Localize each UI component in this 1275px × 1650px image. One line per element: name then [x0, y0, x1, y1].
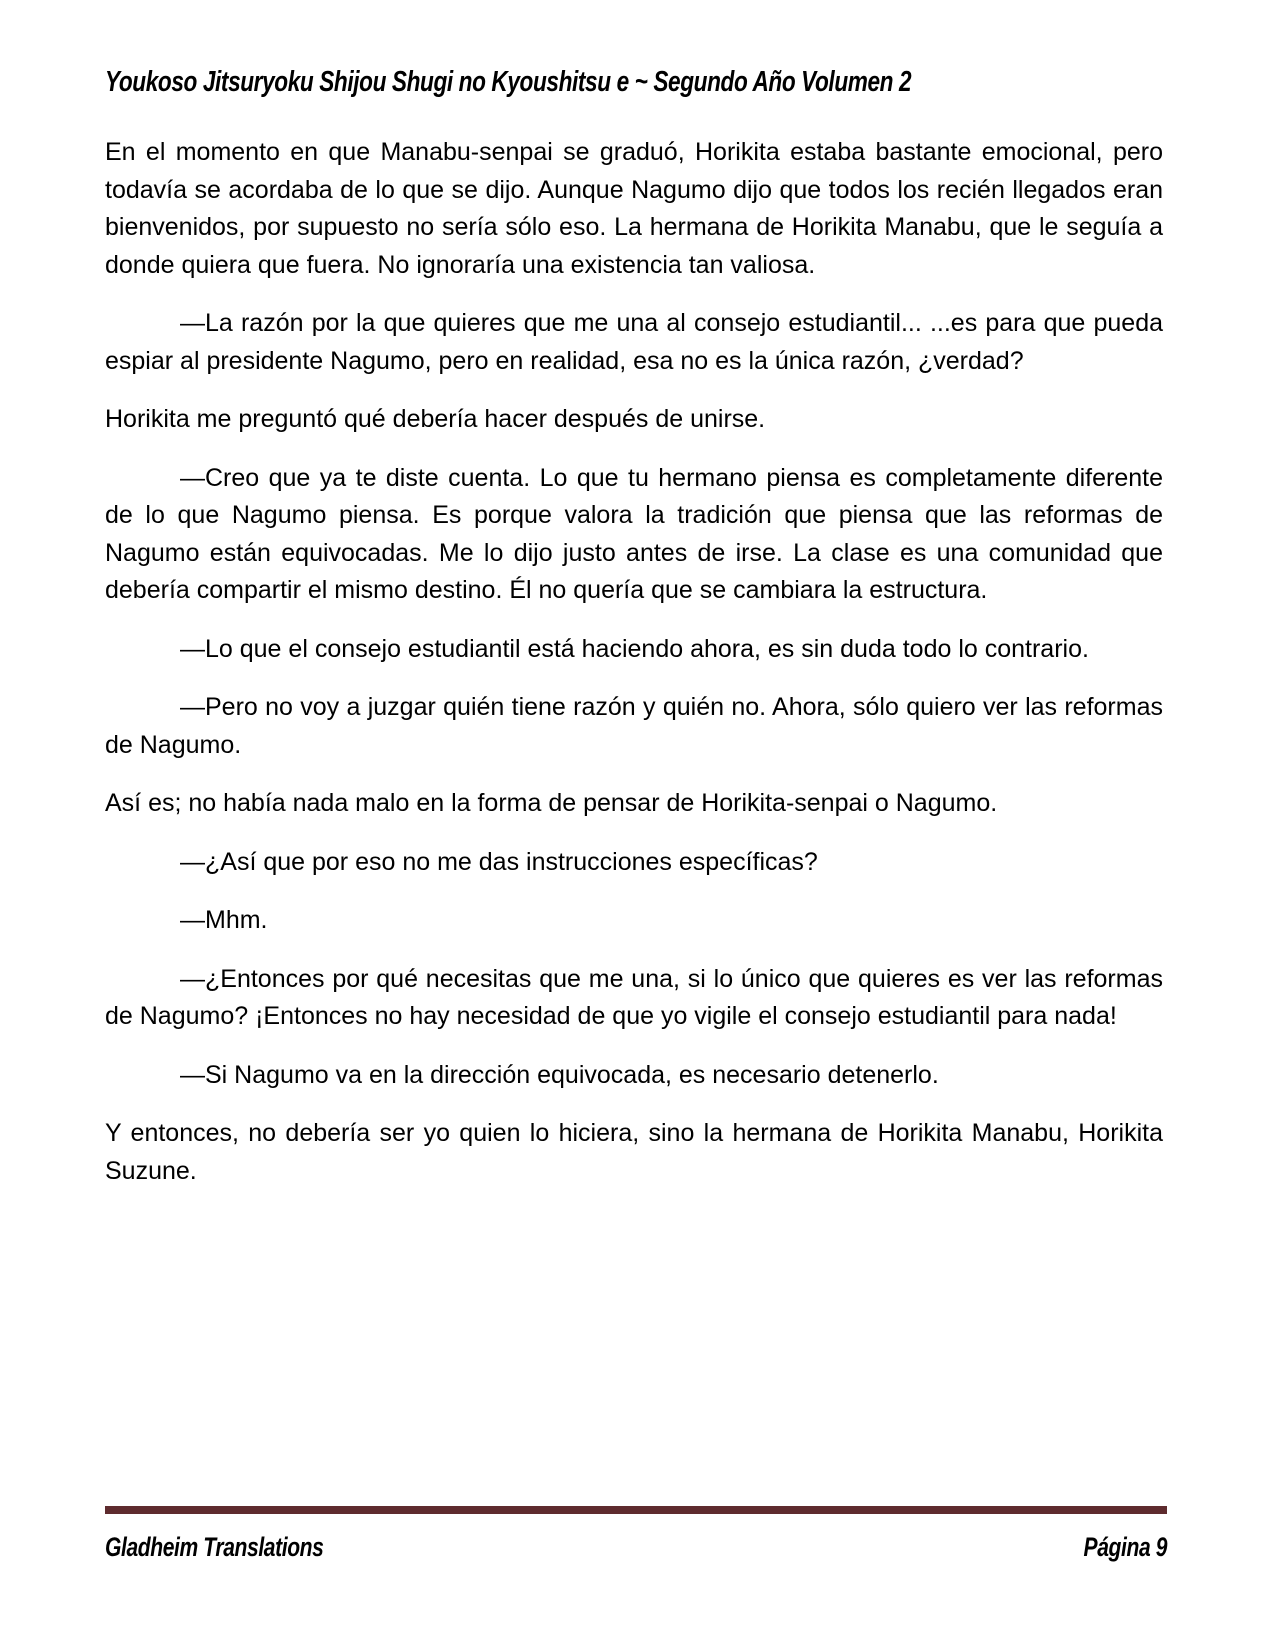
document-header [105, 66, 1139, 99]
paragraph: En el momento en que Manabu-senpai se graduó, Horikita estaba bastante emocional, pero todavía se acordaba de lo que se dijo. Aunque Nagumo dijo que todos los recién llegados eran bienvenidos, por supuesto no sería sólo eso. La hermana de Horikita Manabu, que le seguía a donde quiera que fuera. No ignoraría una existencia tan valiosa. [105, 138, 1163, 279]
paragraph: —¿Así que por eso no me das instrucciones específicas? [180, 847, 818, 876]
header-title: Youkoso Jitsuryoku Shijou Shugi no Kyoushitsu e ~ Segundo Año Volumen 2 [105, 66, 912, 98]
paragraph: —Pero no voy a juzgar quién tiene razón y quién no. Ahora, sólo quiero ver las reformas de Nagumo. [105, 693, 1163, 759]
paragraph: Y entonces, no debería ser yo quien lo hiciera, sino la hermana de Horikita Manabu, Horikita Suzune. [105, 1119, 1163, 1185]
translator-credit: Gladheim Translations [105, 1532, 324, 1562]
footer-divider [105, 1506, 1167, 1514]
paragraph: Así es; no había nada malo en la forma de pensar de Horikita-senpai o Nagumo. [105, 789, 998, 817]
paragraph: —Lo que el consejo estudiantil está haciendo ahora, es sin duda todo lo contrario. [180, 634, 1089, 663]
paragraph: —Si Nagumo va en la dirección equivocada, es necesario detenerlo. [180, 1060, 939, 1089]
paragraph: Horikita me preguntó qué debería hacer después de unirse. [105, 405, 766, 433]
paragraph: —Mhm. [180, 906, 268, 934]
paragraph: —La razón por la que quieres que me una al consejo estudiantil... ...es para que pueda espiar al presidente Nagumo, pero en realidad, esa no es la única razón, ¿verdad? [105, 309, 1163, 375]
paragraph: —¿Entonces por qué necesitas que me una, si lo único que quieres es ver las reformas de Nagumo? ¡Entonces no hay necesidad de que yo vigile el consejo estudiantil para nada! [105, 964, 1163, 1030]
paragraph: —Creo que ya te diste cuenta. Lo que tu hermano piensa es completamente diferente de lo que Nagumo piensa. Es porque valora la tradición que piensa que las reformas de Nagumo están equivocadas. Me lo dijo justo antes de irse. La clase es una comunidad que debería compartir el mismo destino. Él no quería que se cambiara la estructura. [105, 463, 1163, 604]
document-body [105, 134, 1163, 1211]
document-footer [105, 1532, 1167, 1563]
page-number: Página 9 [1083, 1532, 1167, 1562]
